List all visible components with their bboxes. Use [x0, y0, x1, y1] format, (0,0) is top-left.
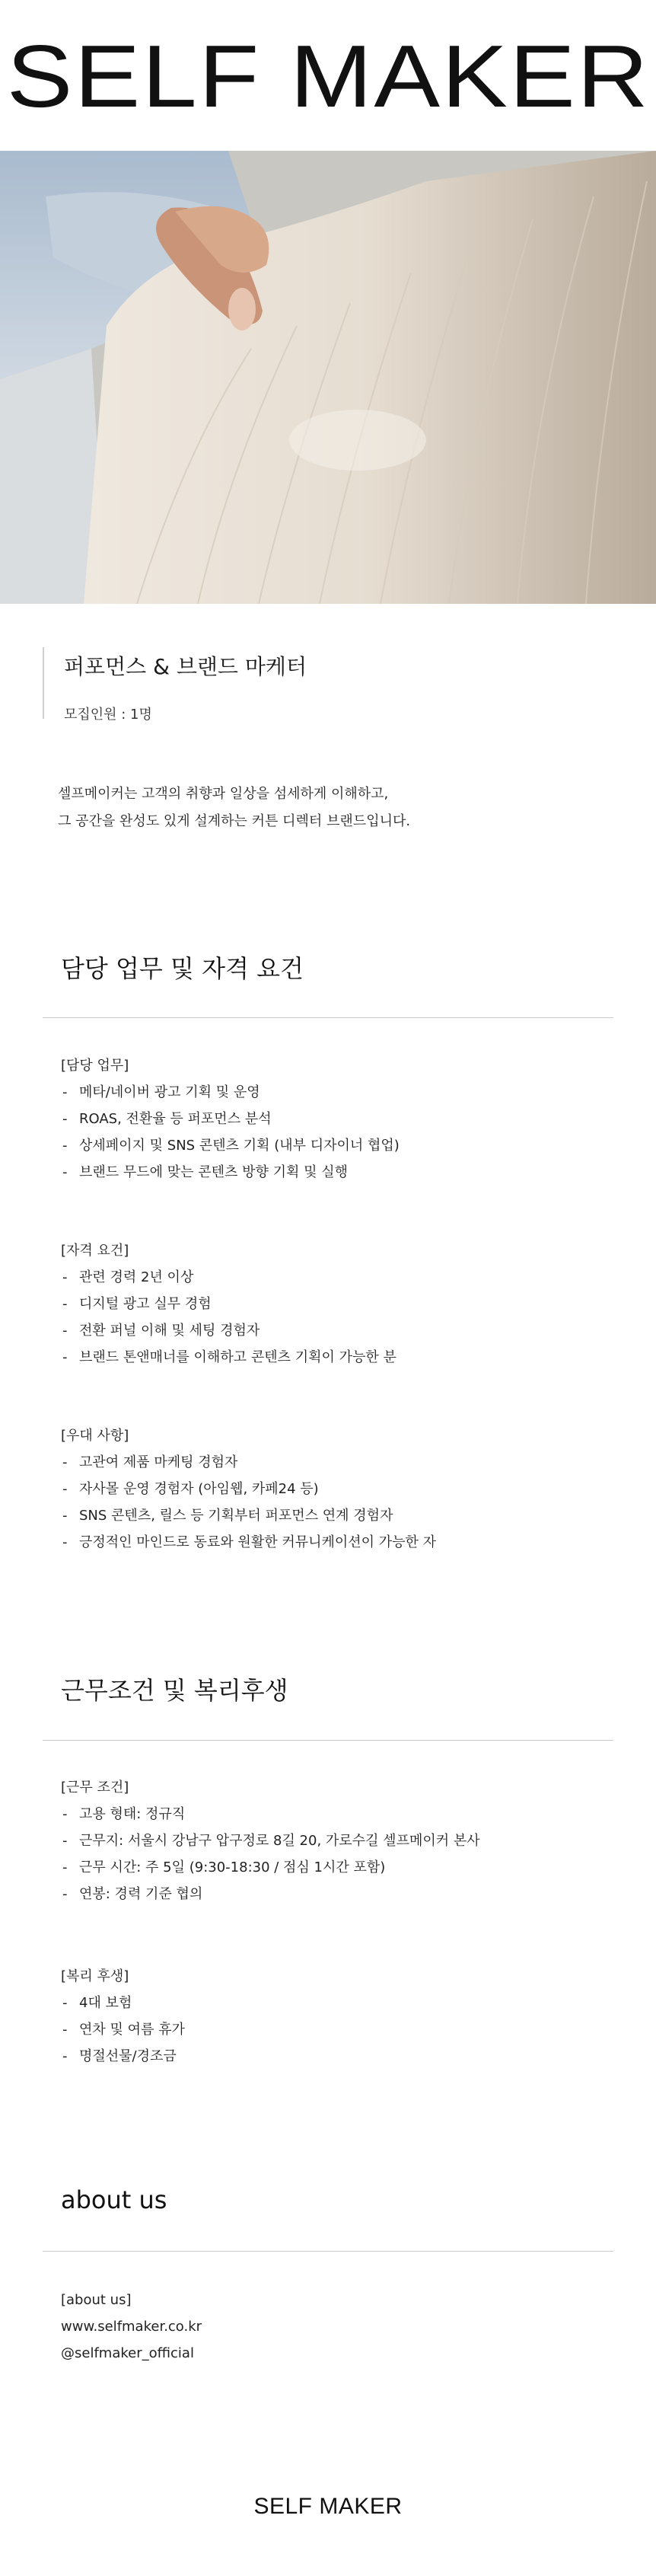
dash-icon: - [62, 1323, 68, 1339]
block-benefits [61, 1963, 185, 2070]
list-item: - SNS 콘텐츠, 릴스 등 기획부터 퍼포먼스 연계 경험자 [61, 1502, 436, 1529]
block-preferred [61, 1422, 436, 1556]
dash-icon: - [62, 2022, 68, 2038]
dash-icon: - [62, 1084, 68, 1100]
dash-icon: - [62, 1806, 68, 1822]
list-item: - 브랜드 톤앤매너를 이해하고 콘텐츠 기획이 가능한 분 [61, 1344, 396, 1371]
dash-icon: - [62, 1508, 68, 1524]
dash-icon: - [62, 1534, 68, 1550]
intro-line: 셀프메이커는 고객의 취향과 일상을 섬세하게 이해하고, [58, 786, 389, 802]
dash-icon: - [62, 1296, 68, 1312]
list-item: - 근무 시간: 주 5일 (9:30-18:30 / 점심 1시간 포함) [61, 1854, 480, 1881]
list-item: - 메타/네이버 광고 기획 및 운영 [61, 1079, 400, 1106]
job-title: 퍼포먼스 & 브랜드 마케터 [64, 654, 307, 679]
list-item: - 브랜드 무드에 맞는 콘텐츠 방향 기획 및 실행 [61, 1159, 400, 1186]
section-title-duties: 담당 업무 및 자격 요건 [61, 954, 304, 983]
dash-icon: - [62, 2048, 68, 2064]
dash-icon: - [62, 1859, 68, 1875]
logo-wordmark: SELF MAKER [6, 27, 650, 126]
footer-wordmark: SELF MAKER [253, 2494, 403, 2519]
block-heading: [복리 후생] [61, 1968, 129, 1984]
block-heading: [자격 요건] [61, 1243, 129, 1259]
block-work-conditions [61, 1774, 480, 1907]
section-title-conditions: 근무조건 및 복리후생 [61, 1676, 288, 1705]
section-title-about: about us [61, 2185, 167, 2214]
section-divider [43, 1017, 613, 1018]
hero-image [0, 151, 656, 604]
section-divider [43, 2251, 613, 2252]
block-heading: [근무 조건] [61, 1780, 129, 1796]
dash-icon: - [62, 1995, 68, 2011]
list-item: - 긍정적인 마인드로 동료와 원활한 커뮤니케이션이 가능한 자 [61, 1529, 436, 1556]
dash-icon: - [62, 1111, 68, 1127]
block-heading: [우대 사항] [61, 1428, 129, 1444]
footer-logo [0, 2494, 656, 2520]
list-item: - 전환 퍼널 이해 및 세팅 경험자 [61, 1317, 396, 1344]
block-heading: [about us] [61, 2292, 132, 2308]
list-item: - 관련 경력 2년 이상 [61, 1264, 396, 1291]
dash-icon: - [62, 1833, 68, 1849]
block-qualifications [61, 1237, 396, 1371]
dash-icon: - [62, 1481, 68, 1497]
dash-icon: - [62, 1269, 68, 1285]
company-intro [58, 780, 606, 835]
intro-line: 그 공간을 완성도 있게 설계하는 커튼 디렉터 브랜드입니다. [58, 813, 411, 829]
dash-icon: - [62, 1349, 68, 1365]
dash-icon: - [62, 1454, 68, 1470]
job-heading [43, 647, 307, 723]
hero-photo-illustration [0, 151, 656, 604]
recruit-count: 모집인원 : 1명 [64, 707, 152, 723]
header-logo [0, 0, 656, 152]
list-item: - 고용 형태: 정규직 [61, 1801, 480, 1827]
block-heading: [담당 업무] [61, 1058, 129, 1074]
list-item: - ROAS, 전환율 등 퍼포먼스 분석 [61, 1106, 400, 1132]
dash-icon: - [62, 1164, 68, 1180]
dash-icon: - [62, 1886, 68, 1902]
list-item: - 4대 보험 [61, 1990, 185, 2016]
block-about [61, 2287, 202, 2367]
list-item: - 고관여 제품 마케팅 경험자 [61, 1449, 436, 1476]
list-item: - 근무지: 서울시 강남구 압구정로 8길 20, 가로수길 셀프메이커 본사 [61, 1827, 480, 1854]
list-item: - 명절선물/경조금 [61, 2043, 185, 2070]
list-item: - 연봉: 경력 기준 협의 [61, 1881, 480, 1907]
list-item: - 상세페이지 및 SNS 콘텐츠 기획 (내부 디자이너 협업) [61, 1132, 400, 1159]
list-item: - 연차 및 여름 휴가 [61, 2016, 185, 2043]
block-duties [61, 1052, 400, 1186]
list-item: - 디지털 광고 실무 경험 [61, 1291, 396, 1317]
list-item: - 자사몰 운영 경험자 (아임웹, 카페24 등) [61, 1476, 436, 1502]
instagram-link[interactable]: @selfmaker_official [61, 2345, 194, 2361]
dash-icon: - [62, 1138, 68, 1154]
section-divider [43, 1740, 613, 1741]
website-link[interactable]: www.selfmaker.co.kr [61, 2319, 202, 2335]
